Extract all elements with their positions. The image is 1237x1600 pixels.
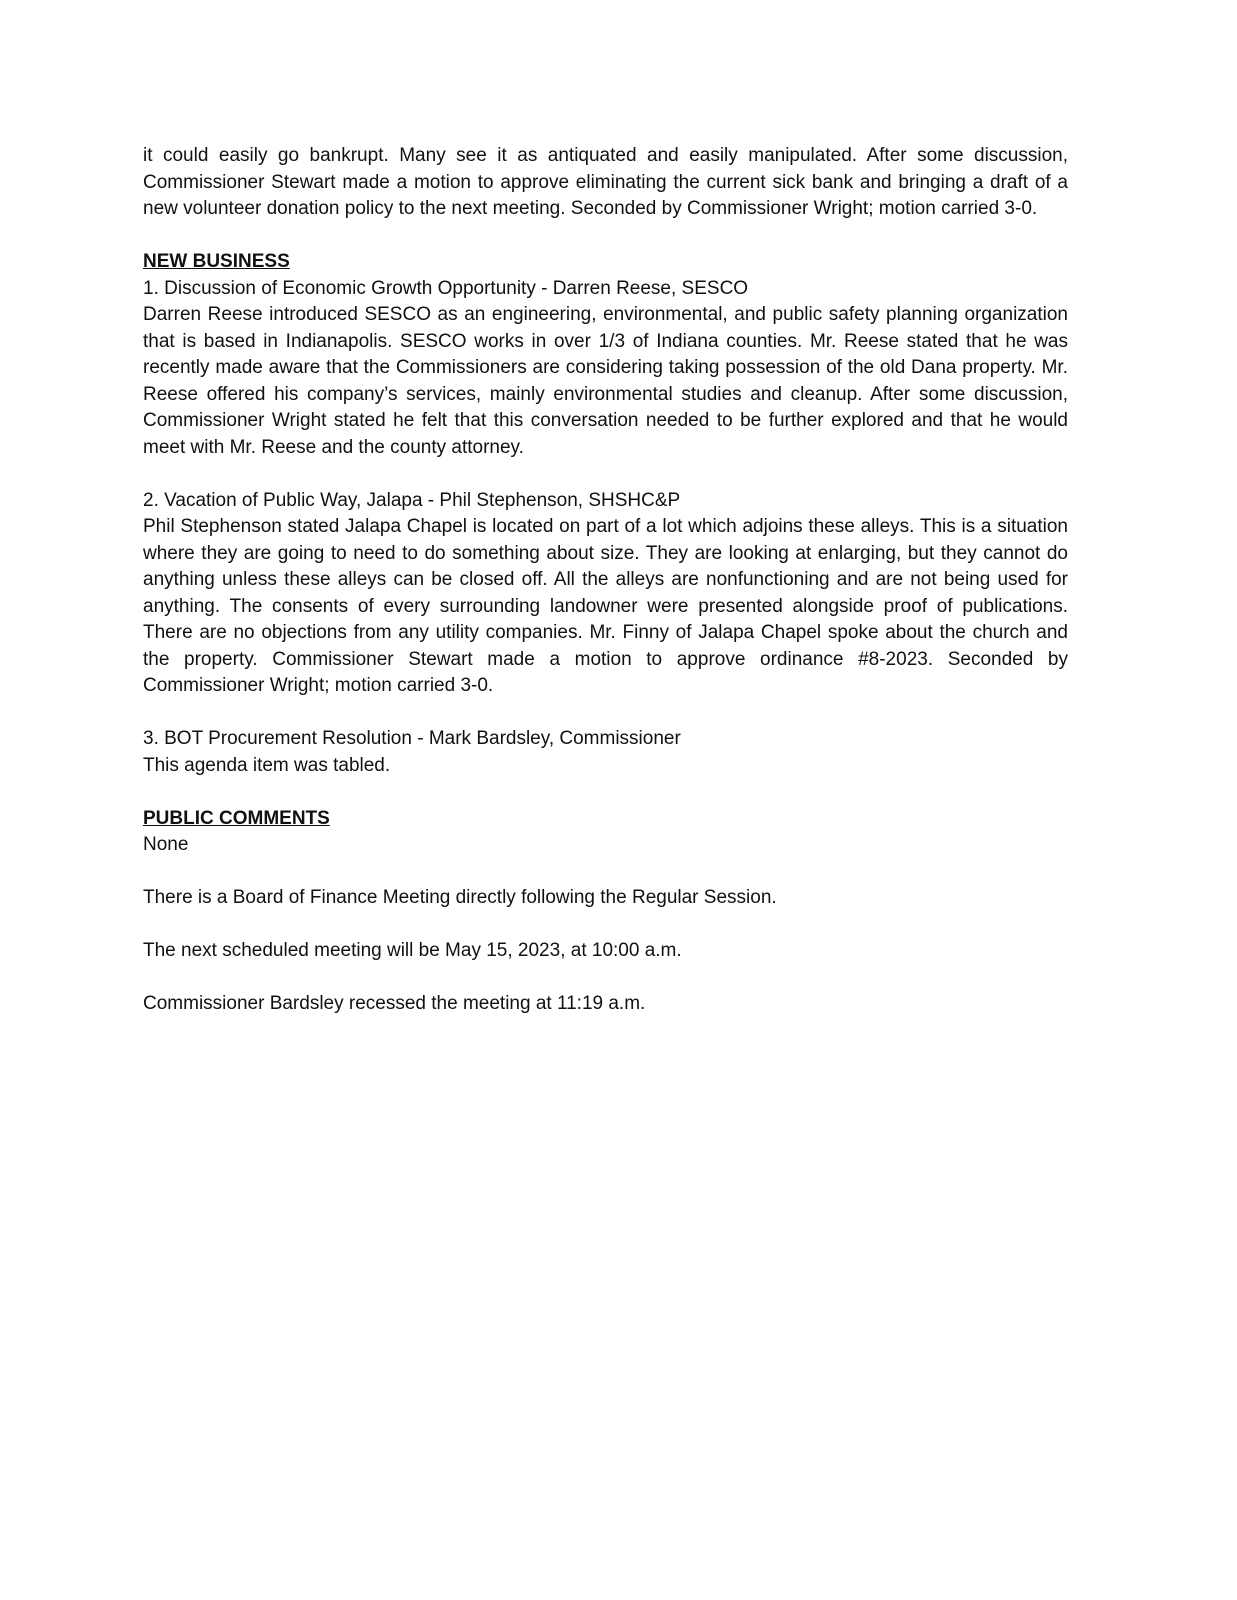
agenda-item-title-3: 3. BOT Procurement Resolution - Mark Bardsley, Commissioner <box>143 728 681 749</box>
new-business-section <box>143 249 1068 779</box>
next-meeting-note: The next scheduled meeting will be May 15, 2023, at 10:00 a.m. <box>143 940 682 961</box>
agenda-item-title-2: 2. Vacation of Public Way, Jalapa - Phil Stephenson, SHSHC&P <box>143 489 681 511</box>
spacer <box>143 223 1068 250</box>
spacer <box>143 912 1068 939</box>
board-of-finance-note: There is a Board of Finance Meeting directly following the Regular Session. <box>143 887 777 908</box>
public-comments-body: None <box>143 834 189 855</box>
agenda-item-body-3: This agenda item was tabled. <box>143 754 391 776</box>
public-comments-section <box>143 806 1068 859</box>
continuation-paragraph: it could easily go bankrupt. Many see it as antiquated and easily manipulated. After some discussion, Commissioner Stewart made a motion to approve eliminating the current sick bank and bringing a draft of a new volunteer donation policy to the next meeting. Seconded by Commissioner Wright; motion carried 3-0. <box>143 145 1068 219</box>
spacer <box>143 779 1068 806</box>
spacer <box>143 461 1068 488</box>
agenda-item-body-1: Darren Reese introduced SESCO as an engineering, environmental, and public safety planning organization that is based in Indianapolis. SESCO works in over 1/3 of Indiana counties. Mr. Reese stated that he was recently made aware that the Commissioners are considering taking possession of the old Dana property. Mr. Reese offered his company’s services, mainly environmental studies and cleanup. After some discussion, Commissioner Wright stated he felt that this conversation needed to be further explored and that he would meet with Mr. Reese and the county attorney. <box>143 304 1068 458</box>
spacer <box>143 700 1068 727</box>
spacer <box>143 965 1068 992</box>
agenda-item-title-1: 1. Discussion of Economic Growth Opportunity - Darren Reese, SESCO <box>143 277 749 299</box>
agenda-item-body-2: Phil Stephenson stated Jalapa Chapel is located on part of a lot which adjoins these alleys. This is a situation where they are going to need to do something about size. They are looking at enlarging, but they cannot do anything unless these alleys can be closed off. All the alleys are nonfunctioning and are not being used for anything. The consents of every surrounding landowner were presented alongside proof of publications. There are no objections from any utility companies. Mr. Finny of Jalapa Chapel spoke about the church and the property. Commissioner Stewart made a motion to approve ordinance #8-2023. Seconded by Commissioner Wright; motion carried 3-0. <box>143 516 1068 696</box>
public-comments-heading: PUBLIC COMMENTS <box>143 807 330 829</box>
new-business-heading: NEW BUSINESS <box>143 251 290 272</box>
recess-note: Commissioner Bardsley recessed the meeting at 11:19 a.m. <box>143 993 646 1014</box>
spacer <box>143 859 1068 886</box>
document-page <box>143 143 1068 1018</box>
